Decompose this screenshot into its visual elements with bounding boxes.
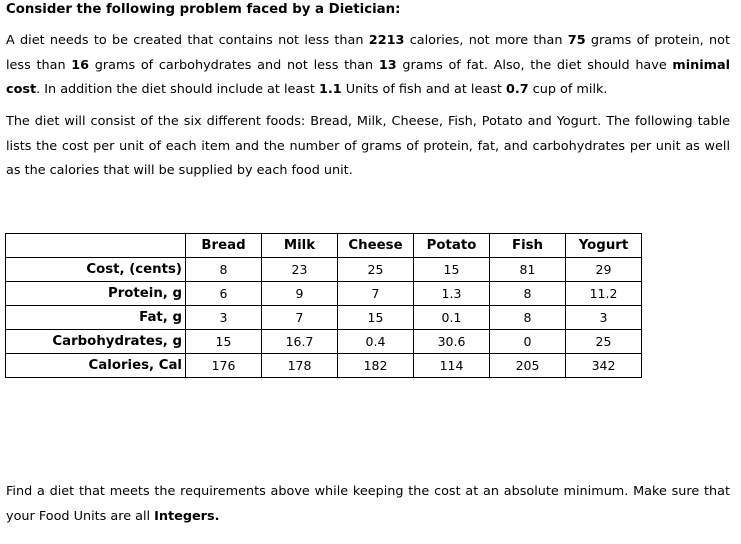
table-cell: 25 xyxy=(338,258,414,282)
table-cell: 15 xyxy=(338,306,414,330)
table-cell: 8 xyxy=(490,306,566,330)
integers-emphasis: Integers. xyxy=(154,508,220,524)
food-nutrition-table xyxy=(5,233,642,378)
row-label: Calories, Cal xyxy=(6,354,186,378)
table-cell: 205 xyxy=(490,354,566,378)
text: grams of carbohydrates and not less than xyxy=(89,57,379,73)
table-cell: 3 xyxy=(566,306,642,330)
table-row xyxy=(6,258,642,282)
table-header-row xyxy=(6,234,642,258)
column-header: Bread xyxy=(186,234,262,258)
text: Find a diet that meets the requirements above while keeping the cost at an absolute minimum. Make sure that your Food Units are all xyxy=(6,484,730,524)
table-cell: 25 xyxy=(566,330,642,354)
table-row xyxy=(6,306,642,330)
table-row xyxy=(6,354,642,378)
row-label: Fat, g xyxy=(6,306,186,330)
table-cell: 182 xyxy=(338,354,414,378)
milk-min: 0.7 xyxy=(505,82,529,97)
text: cup of milk. xyxy=(528,82,608,97)
problem-heading: Consider the following problem faced by a Dietician: xyxy=(6,2,401,17)
column-header: Fish xyxy=(490,234,566,258)
carbs-min: 16 xyxy=(71,57,90,73)
table-cell: 0.4 xyxy=(338,330,414,354)
table-cell: 1.3 xyxy=(414,282,490,306)
column-header: Potato xyxy=(414,234,490,258)
text: calories, not more than xyxy=(404,33,568,48)
table-corner-cell xyxy=(6,234,186,258)
table-cell: 114 xyxy=(414,354,490,378)
table-cell: 176 xyxy=(186,354,262,378)
table-cell: 23 xyxy=(262,258,338,282)
column-header: Cheese xyxy=(338,234,414,258)
text: . In addition the diet should include at least xyxy=(36,82,319,97)
table-cell: 15 xyxy=(186,330,262,354)
column-header: Yogurt xyxy=(566,234,642,258)
requirements-paragraph xyxy=(6,29,730,103)
table-cell: 7 xyxy=(262,306,338,330)
calories-min: 2213 xyxy=(368,33,405,48)
table-cell: 15 xyxy=(414,258,490,282)
table-cell: 0 xyxy=(490,330,566,354)
table-cell: 3 xyxy=(186,306,262,330)
text: Units of fish and at least xyxy=(341,82,506,97)
protein-max: 75 xyxy=(567,33,586,48)
fish-min: 1.1 xyxy=(319,82,342,97)
table-cell: 16.7 xyxy=(262,330,338,354)
table-cell: 9 xyxy=(262,282,338,306)
table-cell: 6 xyxy=(186,282,262,306)
text: grams of fat. Also, the diet should have xyxy=(396,57,673,73)
row-label: Carbohydrates, g xyxy=(6,330,186,354)
fat-min: 13 xyxy=(378,57,397,73)
table-cell: 81 xyxy=(490,258,566,282)
table-cell: 7 xyxy=(338,282,414,306)
column-header: Milk xyxy=(262,234,338,258)
foods-description-paragraph: The diet will consist of the six different foods: Bread, Milk, Cheese, Fish, Potato and Yogurt. The following table lists the cost per unit of each item and the number of grams of protein, fat, and carbohydrates per unit as well as the calories that will be supplied by each food unit. xyxy=(6,114,730,178)
table-row xyxy=(6,330,642,354)
row-label: Protein, g xyxy=(6,282,186,306)
table-cell: 0.1 xyxy=(414,306,490,330)
table-cell: 11.2 xyxy=(566,282,642,306)
task-paragraph xyxy=(6,480,730,529)
goal-minimal-cost: minimal cost xyxy=(6,57,730,97)
table-cell: 342 xyxy=(566,354,642,378)
table-cell: 8 xyxy=(186,258,262,282)
table-row xyxy=(6,282,642,306)
table-cell: 29 xyxy=(566,258,642,282)
text: A diet needs to be created that contains not less than xyxy=(6,33,369,48)
table-cell: 178 xyxy=(262,354,338,378)
text: grams of protein, not less than xyxy=(6,33,731,73)
table-cell: 8 xyxy=(490,282,566,306)
row-label: Cost, (cents) xyxy=(6,258,186,282)
table-cell: 30.6 xyxy=(414,330,490,354)
